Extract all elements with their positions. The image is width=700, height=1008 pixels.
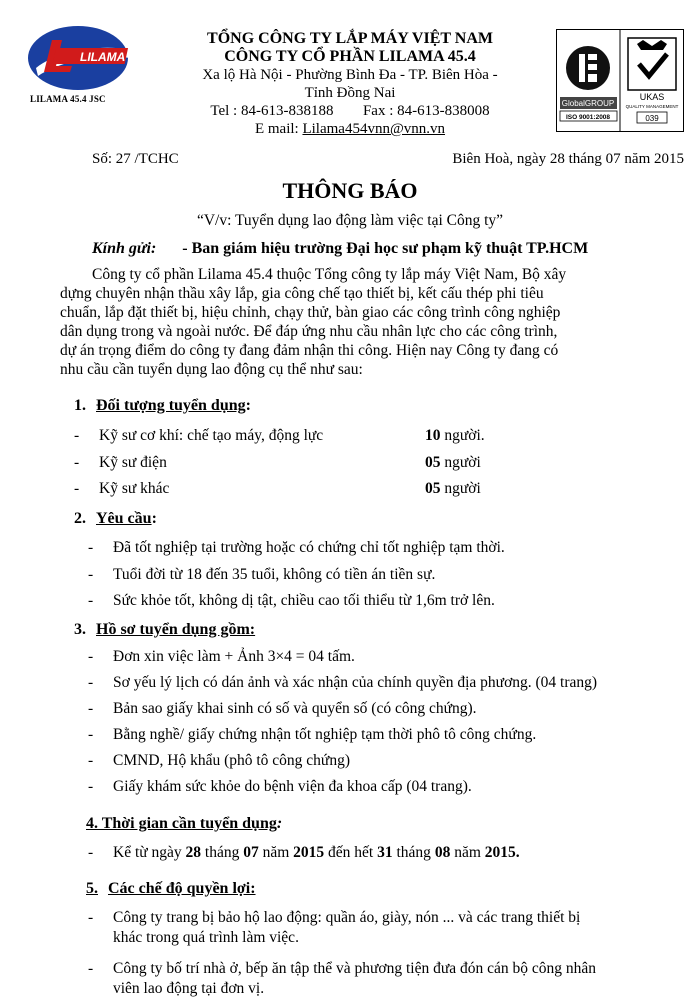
end-year: 2015. xyxy=(484,844,520,861)
document-text: Đơn xin việc làm + Ảnh 3×4 = 04 tấm. xyxy=(113,648,355,665)
end-day: 31 xyxy=(377,844,393,861)
section-4-title: 4. Thời gian cần tuyển dụng xyxy=(86,815,277,832)
recipient-label: Kính gửi: xyxy=(92,240,157,257)
email-link[interactable]: Lilama454vnn@vnn.vn xyxy=(302,121,446,137)
parent-company-name: TỔNG CÔNG TY LẮP MÁY VIỆT NAM xyxy=(207,30,493,47)
benefit-text: Công ty trang bị bảo hộ lao động: quần áo, giày, nón ... và các trang thiết bị xyxy=(113,909,581,926)
benefit-item-2-cont: viên lao động tại đơn vị. xyxy=(113,980,265,997)
intro-line-3: chuẩn, lắp đặt thiết bị, hiệu chỉnh, chạy thử, bàn giao các công trình công nghiệp xyxy=(60,304,561,321)
dash: - xyxy=(74,427,80,444)
requirement-item-2: - Tuổi đời từ 18 đến 35 tuổi, không có tiền án tiền sự. xyxy=(88,566,436,583)
recruit-item-2-count xyxy=(425,454,481,472)
document-number: Số: 27 /TCHC xyxy=(92,151,179,167)
company-name: CÔNG TY CỔ PHẦN LILAMA 45.4 xyxy=(224,48,476,65)
requirement-item-1: - Đã tốt nghiệp tại trường hoặc có chứng chỉ tốt nghiệp tạm thời. xyxy=(88,539,505,556)
ukas-sub: QUALITY MANAGEMENT xyxy=(625,104,679,109)
section-4-colon: : xyxy=(276,815,283,832)
end-month: 08 xyxy=(434,844,451,861)
ukas-logo xyxy=(626,38,679,123)
intro-line-5: dự án trọng điểm do công ty đang đảm nhận thi công. Hiện nay Công ty đang có xyxy=(60,342,559,359)
recruit-unit: người xyxy=(444,454,481,471)
document-item-2: - Sơ yếu lý lịch có dán ảnh và xác nhận của chính quyền địa phương. (04 trang) xyxy=(88,674,598,691)
recruit-count: 05 xyxy=(425,480,441,497)
logo-text: LILAMA xyxy=(80,50,126,64)
certification-logos xyxy=(556,29,684,132)
requirement-text: Tuổi đời từ 18 đến 35 tuổi, không có tiền án tiền sự. xyxy=(113,566,436,583)
benefit-item-2: - Công ty bố trí nhà ở, bếp ăn tập thể và phương tiện đưa đón cán bộ công nhân xyxy=(88,960,597,977)
document-item-5: - CMND, Hộ khẩu (phô tô công chứng) xyxy=(88,752,350,769)
time-text: đến hết xyxy=(324,844,378,861)
section-1-colon: : xyxy=(245,397,251,414)
benefit-item-1-cont: khác trong quá trình làm việc. xyxy=(113,929,299,946)
logo-caption: LILAMA 45.4 JSC xyxy=(30,94,106,104)
document-date: Biên Hoà, ngày 28 tháng 07 năm 2015 xyxy=(452,151,684,167)
section-2-heading xyxy=(74,510,157,528)
recruit-item-3-count xyxy=(425,480,481,498)
recruit-item-1-count xyxy=(425,427,485,445)
document-item-1: - Đơn xin việc làm + Ảnh 3×4 = 04 tấm. xyxy=(88,648,355,665)
fax: Fax : 84-613-838008 xyxy=(362,103,490,119)
section-5-number: 5. xyxy=(86,880,98,897)
benefit-text: Công ty bố trí nhà ở, bếp ăn tập thể và phương tiện đưa đón cán bộ công nhân xyxy=(113,960,597,977)
recipient-value: - Ban giám hiệu trường Đại học sư phạm kỹ thuật TP.HCM xyxy=(182,240,589,257)
ukas-code: 039 xyxy=(645,114,659,123)
section-3-title: Hồ sơ tuyển dụng gồm: xyxy=(96,621,256,638)
recruit-item-3 xyxy=(74,480,169,498)
time-text: năm xyxy=(258,844,294,861)
intro-line-2: dựng chuyên nhận thầu xây lắp, gia công chế tạo thiết bị, kết cấu thép phi tiêu xyxy=(60,285,544,302)
section-5-title: Các chế độ quyền lợi: xyxy=(108,880,256,897)
requirement-text: Đã tốt nghiệp tại trường hoặc có chứng chỉ tốt nghiệp tạm thời. xyxy=(113,539,505,556)
section-1-number: 1. xyxy=(74,397,86,414)
start-month: 07 xyxy=(243,844,259,861)
intro-line-6: nhu cầu cần tuyển dụng lao động cụ thể như sau: xyxy=(60,361,363,378)
iso-text: ISO 9001:2008 xyxy=(565,114,611,121)
recipient-line xyxy=(92,240,588,258)
section-3-number: 3. xyxy=(74,621,86,638)
section-5-heading xyxy=(86,880,256,898)
tel: Tel : 84-613-838188 xyxy=(210,103,334,119)
section-1-title: Đối tượng tuyển dụng xyxy=(96,397,246,414)
dash: - xyxy=(74,480,80,497)
intro-line-1: Công ty cổ phần Lilama 45.4 thuộc Tổng công ty lắp máy Việt Nam, Bộ xây xyxy=(92,266,567,283)
section-2-number: 2. xyxy=(74,510,86,527)
start-year: 2015 xyxy=(293,844,325,861)
address-line-1: Xa lộ Hà Nội - Phường Bình Đa - TP. Biên Hòa - xyxy=(202,67,498,83)
dash: - xyxy=(74,454,80,471)
section-3-heading xyxy=(74,621,255,639)
document-text: Giấy khám sức khỏe do bệnh viện đa khoa cấp (04 trang). xyxy=(113,778,472,795)
email-label: E mail: xyxy=(254,121,299,137)
document-title: THÔNG BÁO xyxy=(282,178,418,203)
recruit-item-1 xyxy=(74,427,323,445)
recruit-item-name: Kỹ sư cơ khí: chế tạo máy, động lực xyxy=(99,427,324,444)
document-text: Bằng nghề/ giấy chứng nhận tốt nghiệp tạm thời phô tô công chứng. xyxy=(113,726,537,743)
company-header xyxy=(150,30,550,138)
time-period-line: - Kể từ ngày 28 tháng 07 năm 2015 đến hết 31 tháng 08 năm 2015. xyxy=(88,844,520,861)
document-item-6: - Giấy khám sức khỏe do bệnh viện đa khoa cấp (04 trang). xyxy=(88,778,472,795)
intro-line-4: dân dụng trong và ngoài nước. Để đáp ứng nhu cầu nhân lực cho các công trình, xyxy=(60,323,558,340)
address-line-2: Tỉnh Đồng Nai xyxy=(304,85,396,101)
requirement-item-3: - Sức khỏe tốt, không dị tật, chiều cao tối thiểu từ 1,6m trở lên. xyxy=(88,592,495,609)
recruit-item-name: Kỹ sư điện xyxy=(99,454,167,471)
document-text: Bản sao giấy khai sinh có số và quyển số (có công chứng). xyxy=(113,700,477,717)
document-text: Sơ yếu lý lịch có dán ảnh và xác nhận của chính quyền địa phương. (04 trang) xyxy=(113,674,598,691)
time-text: tháng xyxy=(201,844,244,861)
globalgroup-text: GlobalGROUP xyxy=(561,99,615,108)
section-1-heading xyxy=(74,397,251,415)
ukas-text: UKAS xyxy=(639,92,665,102)
time-text: năm xyxy=(450,844,485,861)
document-text: CMND, Hộ khẩu (phô tô công chứng) xyxy=(113,752,350,769)
email-line xyxy=(150,120,550,138)
globalgroup-logo xyxy=(560,46,617,121)
time-text: tháng xyxy=(392,844,435,861)
contact-line xyxy=(150,102,550,120)
section-4-heading xyxy=(86,815,282,833)
document-subtitle: “V/v: Tuyển dụng lao động làm việc tại Công ty” xyxy=(196,212,504,229)
recruit-item-name: Kỹ sư khác xyxy=(99,480,170,497)
requirement-text: Sức khỏe tốt, không dị tật, chiều cao tối thiểu từ 1,6m trở lên. xyxy=(113,592,495,609)
document-item-3: - Bản sao giấy khai sinh có số và quyển số (có công chứng). xyxy=(88,700,477,717)
recruit-count: 10 xyxy=(425,427,441,444)
start-day: 28 xyxy=(185,844,202,861)
recruit-unit: người. xyxy=(444,427,485,444)
recruit-item-2 xyxy=(74,454,167,472)
recruit-count: 05 xyxy=(425,454,441,471)
recruit-unit: người xyxy=(444,480,481,497)
time-text: Kể từ ngày xyxy=(113,844,186,861)
section-2-title: Yêu cầu xyxy=(96,510,152,527)
section-2-colon: : xyxy=(151,510,157,527)
benefit-item-1: - Công ty trang bị bảo hộ lao động: quần áo, giày, nón ... và các trang thiết bị xyxy=(88,909,581,926)
document-item-4: - Bằng nghề/ giấy chứng nhận tốt nghiệp tạm thời phô tô công chứng. xyxy=(88,726,537,743)
